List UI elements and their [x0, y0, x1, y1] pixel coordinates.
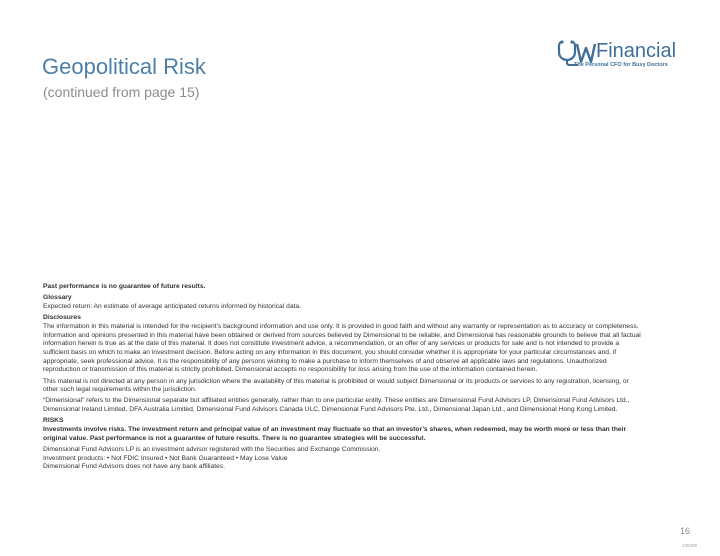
disclosures-paragraph-2: This material is not directed at any person in any jurisdiction where the availability of this material is prohibited or would subject Dimensional or its products or services to any registration, licensing, or other such legal requirements within the jurisdiction. — [43, 377, 629, 394]
disclaimer-section — [43, 283, 643, 472]
disclosures-paragraph-3: “Dimensional” refers to the Dimensional separate but affiliated entities generally, rather than to one particular entity. These entities are Dimensional Fund Advisors LP, Dimensional Fund Advisors Ltd., Dimensional Ireland Limited, DFA Australia Limited, Dimensional Fund Advisors Canada ULC, Dimensional Fund Advisors Pte. Ltd., Dimensional Japan Ltd., and Dimensional Hong Kong Limited. — [43, 397, 630, 414]
risks-text: Investments involve risks. The investment return and principal value of an investment may fluctuate so that an investor’s shares, when redeemed, may be worth more or less than their original value. Past performance is not a guarantee of future results. There is no guarantee strategies will be successful. — [43, 426, 627, 442]
risks-heading: RISKS — [43, 417, 64, 425]
company-logo — [556, 38, 686, 74]
document-code: 135209 — [682, 543, 698, 548]
page-number: 16 — [680, 526, 691, 536]
bank-affiliates-note: Dimensional Fund Advisors does not have any bank affiliates. — [43, 463, 226, 471]
investment-products-note: Investment products: • Not FDIC Insured • Not Bank Guaranteed • May Lose Value — [43, 454, 288, 462]
past-performance-note: Past performance is no guarantee of future results. — [43, 283, 206, 290]
disclosures-heading: Disclosures — [43, 314, 81, 322]
logo-wordmark: Financial — [596, 40, 677, 62]
page-subtitle: (continued from page 15) — [43, 84, 200, 100]
sec-registration-note: Dimensional Fund Advisors LP is an investment advisor registered with the Securities and Exchange Commission. — [43, 445, 381, 453]
glossary-heading: Glossary — [43, 294, 72, 302]
logo-tagline: The Personal CFO for Busy Doctors — [574, 62, 668, 68]
page-title: Geopolitical Risk — [42, 54, 206, 79]
disclosures-paragraph-1: The information in this material is intended for the recipient's background information and use only. It is provided in good faith and without any warranty or representation as to accuracy or completeness. Information and opinions presented in this material have been obtained or derived from sources believed by Dimensional to be reliable, and Dimensional has reasonable grounds to believe that all factual information herein is true as at the date of this material. It does not constitute investment advice, a recommendation, or an offer of any services or products for sale and is not intended to provide a sufficient basis on which to make an investment decision. Before acting on any information in this document, you should consider whether it is appropriate for your particular circumstances and, if appropriate, seek professional advice. It is the responsibility of any persons wishing to make a purchase to inform themselves of and observe all applicable laws and regulations. Unauthorized reproduction or transmission of this material is strictly prohibited. Dimensional accepts no responsibility for loss arising from the use of the information contained herein. — [43, 322, 641, 374]
glossary-text: Expected return: An estimate of average anticipated returns informed by historical data. — [43, 302, 301, 310]
